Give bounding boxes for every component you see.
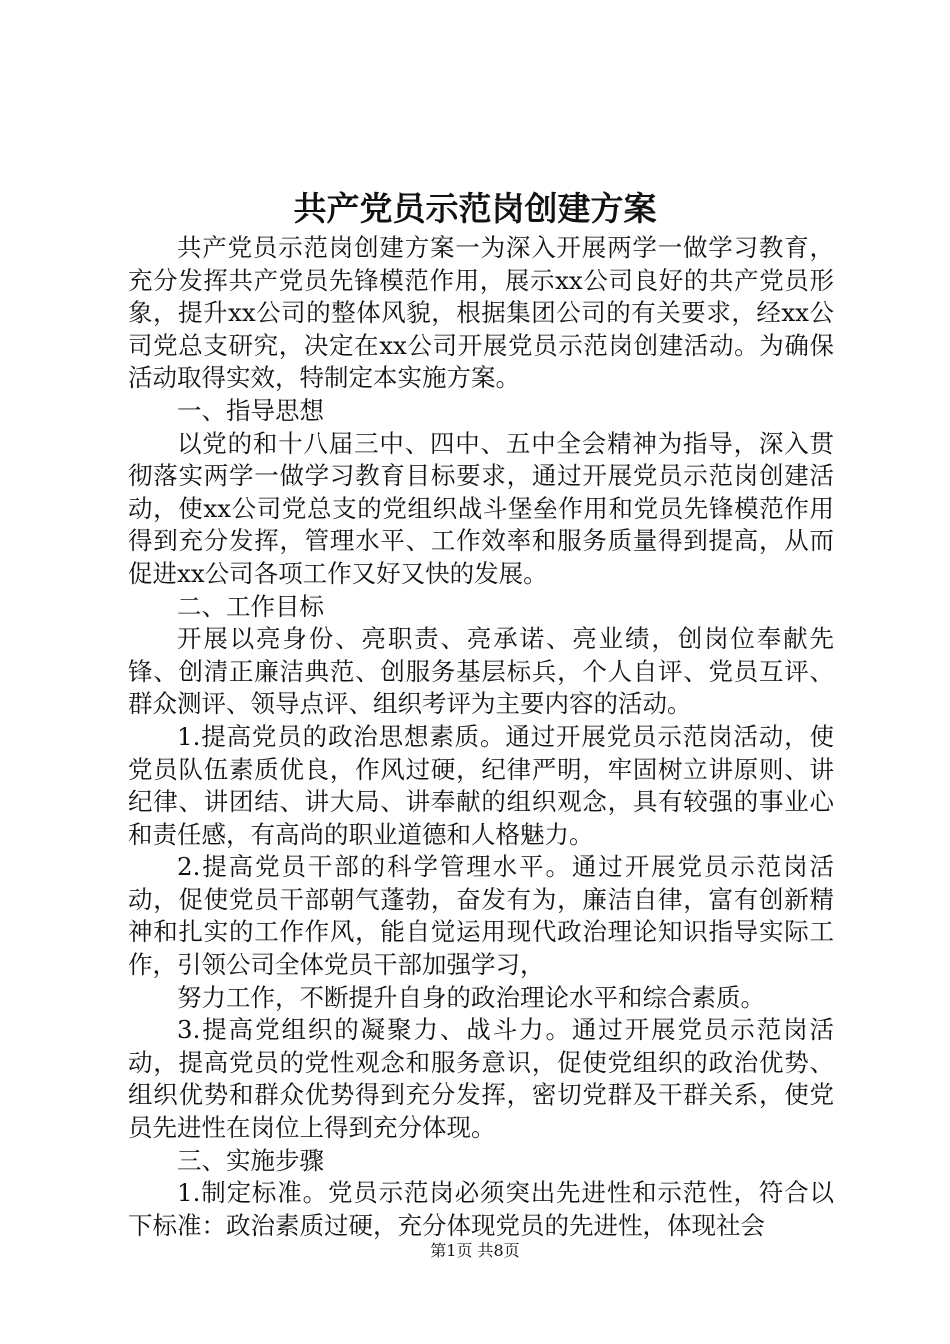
paragraph-goal-2-continued: 努力工作，不断提升自身的政治理论水平和综合素质。 bbox=[177, 982, 765, 1012]
heading-implementation-steps: 三、实施步骤 bbox=[177, 1145, 324, 1175]
heading-guiding-ideology: 一、指导思想 bbox=[177, 395, 324, 425]
page-number-footer: 第1页 共8页 bbox=[430, 1241, 520, 1260]
paragraph-guiding-ideology: 以党的和十八届三中、四中、五中全会精神为指导，深入贯彻落实两学一做学习教育目标要求，通过开展党员示范岗创建活动，使xx公司党总支的党组织战斗堡垒作用和党员先锋模范作用得到充分发挥，管理水平、工作效率和服务质量得到提高，从而促进xx公司各项工作又好又快的发展。 bbox=[128, 428, 834, 588]
document-title: 共产党员示范岗创建方案 bbox=[293, 189, 657, 228]
paragraph-goal-2: 2.提高党员干部的科学管理水平。通过开展党员示范岗活动，促使党员干部朝气蓬勃，奋发有为，廉洁自律，富有创新精神和扎实的工作作风，能自觉运用现代政治理论知识指导实际工作，引领公司全体党员干部加强学习， bbox=[128, 852, 834, 980]
heading-work-goals: 二、工作目标 bbox=[177, 591, 324, 621]
document-body bbox=[128, 232, 834, 1242]
paragraph-intro: 共产党员示范岗创建方案一为深入开展两学一做学习教育，充分发挥共产党员先锋模范作用，展示xx公司良好的共产党员形象，提升xx公司的整体风貌，根据集团公司的有关要求，经xx公司党总支研究，决定在xx公司开展党员示范岗创建活动。为确保活动取得实效，特制定本实施方案。 bbox=[128, 233, 834, 393]
paragraph-goal-1: 1.提高党员的政治思想素质。通过开展党员示范岗活动，使党员队伍素质优良，作风过硬，纪律严明，牢固树立讲原则、讲纪律、讲团结、讲大局、讲奉献的组织观念，具有较强的事业心和责任感，有高尚的职业道德和人格魅力。 bbox=[128, 721, 834, 849]
paragraph-goal-3: 3.提高党组织的凝聚力、战斗力。通过开展党员示范岗活动，提高党员的党性观念和服务意识，促使党组织的政治优势、组织优势和群众优势得到充分发挥，密切党群及干群关系，使党员先进性在岗位上得到充分体现。 bbox=[128, 1015, 834, 1143]
paragraph-step-1: 1.制定标准。党员示范岗必须突出先进性和示范性，符合以下标准：政治素质过硬，充分体现党员的先进性，体现社会 bbox=[128, 1178, 834, 1240]
paragraph-work-goals: 开展以亮身份、亮职责、亮承诺、亮业绩，创岗位奉献先锋、创清正廉洁典范、创服务基层标兵，个人自评、党员互评、群众测评、领导点评、组织考评为主要内容的活动。 bbox=[128, 624, 834, 719]
